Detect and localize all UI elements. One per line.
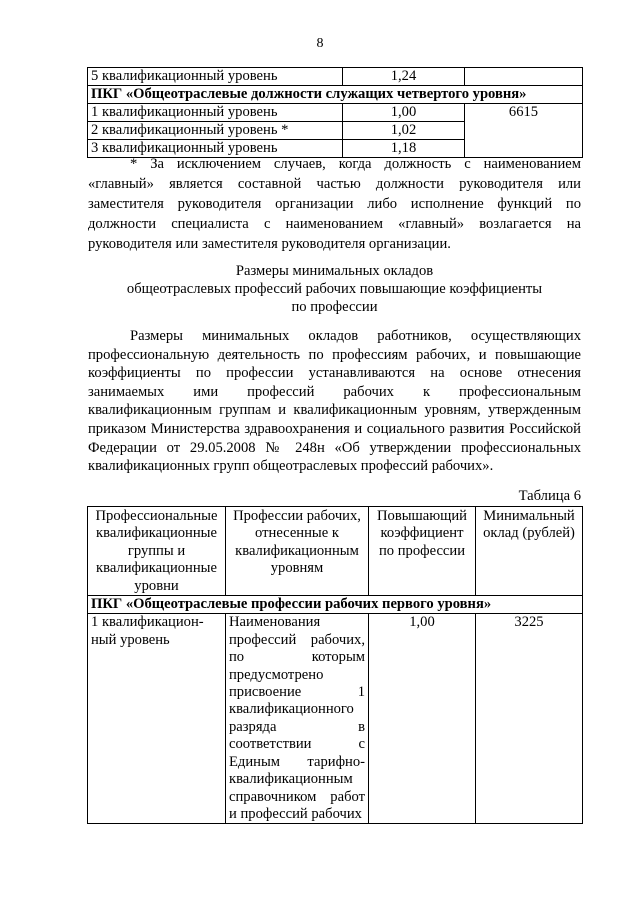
salary-table-5-continuation [87, 67, 583, 158]
coef-cell: 1,00 [343, 104, 465, 122]
group-row [88, 86, 583, 104]
group-row [88, 596, 583, 614]
body-paragraph [88, 327, 581, 476]
paragraph-text: Размеры минимальных окладов работников, осуществляющих профессиональную деятельность по профессиям рабочих, и повышающие коэффициенты по профессии устанавливаются на основе отнесения занимаемых ими профессий рабочих к профессиональным квалификационным группам и квалификационным уровням, утвержденным приказом Министерства здравоохранения и социального развития Российской Федерации от 29.05.2008 № 248н «Об утверждении профессиональных квалификационных групп общеотраслевых профессий рабочих». [88, 328, 581, 475]
salary-cell [465, 68, 583, 86]
header-professions: Профессии рабочих, отнесенные к квалификационным уровням [226, 507, 369, 596]
section-heading [88, 262, 581, 316]
heading-line-3: по профессии [291, 299, 378, 315]
salary-cell: 6615 [465, 104, 583, 158]
level-cell: 5 квалификационный уровень [88, 68, 343, 86]
footnote [88, 154, 581, 254]
table-row [88, 614, 583, 824]
heading-line-2: общеотраслевых профессий рабочих повышающие коэффициенты [126, 281, 543, 297]
table-caption: Таблица 6 [518, 488, 581, 504]
salary-table-6 [87, 506, 583, 824]
group-title: ПКГ «Общеотраслевые должности служащих четвертого уровня» [88, 86, 583, 104]
footnote-text: * За исключением случаев, когда должность с наименованием «главный» является составной частью должности руководителя или заместителя руководителя организации либо исполнение функций по должности специалиста с наименованием «главный» возлагается на руководителя или заместителя руководителя организации. [88, 156, 581, 252]
table-row [88, 104, 583, 122]
page-number: 8 [316, 36, 324, 51]
group-title: ПКГ «Общеотраслевые профессии рабочих первого уровня» [88, 596, 583, 614]
level-cell: 2 квалификационный уровень * [88, 122, 343, 140]
level-cell: 3 квалификационный уровень [88, 140, 343, 158]
level-cell: 1 квалификацион-ный уровень [88, 614, 226, 824]
header-min-salary: Минимальный оклад (рублей) [476, 507, 583, 596]
coef-cell: 1,24 [343, 68, 465, 86]
coef-cell: 1,02 [343, 122, 465, 140]
header-coefficient: Повышающий коэффициент по профессии [369, 507, 476, 596]
table-row [88, 68, 583, 86]
coef-cell: 1,18 [343, 140, 465, 158]
header-row [88, 507, 583, 596]
professions-cell: Наименования профессий рабочих, по которым предусмотрено присвоение 1 квалификационного разряда в соответствии с Единым тарифно-квалификационным справочником работ и профессий рабочих [226, 614, 369, 824]
coef-cell: 1,00 [369, 614, 476, 824]
level-cell: 1 квалификационный уровень [88, 104, 343, 122]
salary-cell: 3225 [476, 614, 583, 824]
heading-line-1: Размеры минимальных окладов [235, 263, 434, 279]
header-qualification-groups: Профессиональные квалификационные группы и квалификационные уровни [88, 507, 226, 596]
